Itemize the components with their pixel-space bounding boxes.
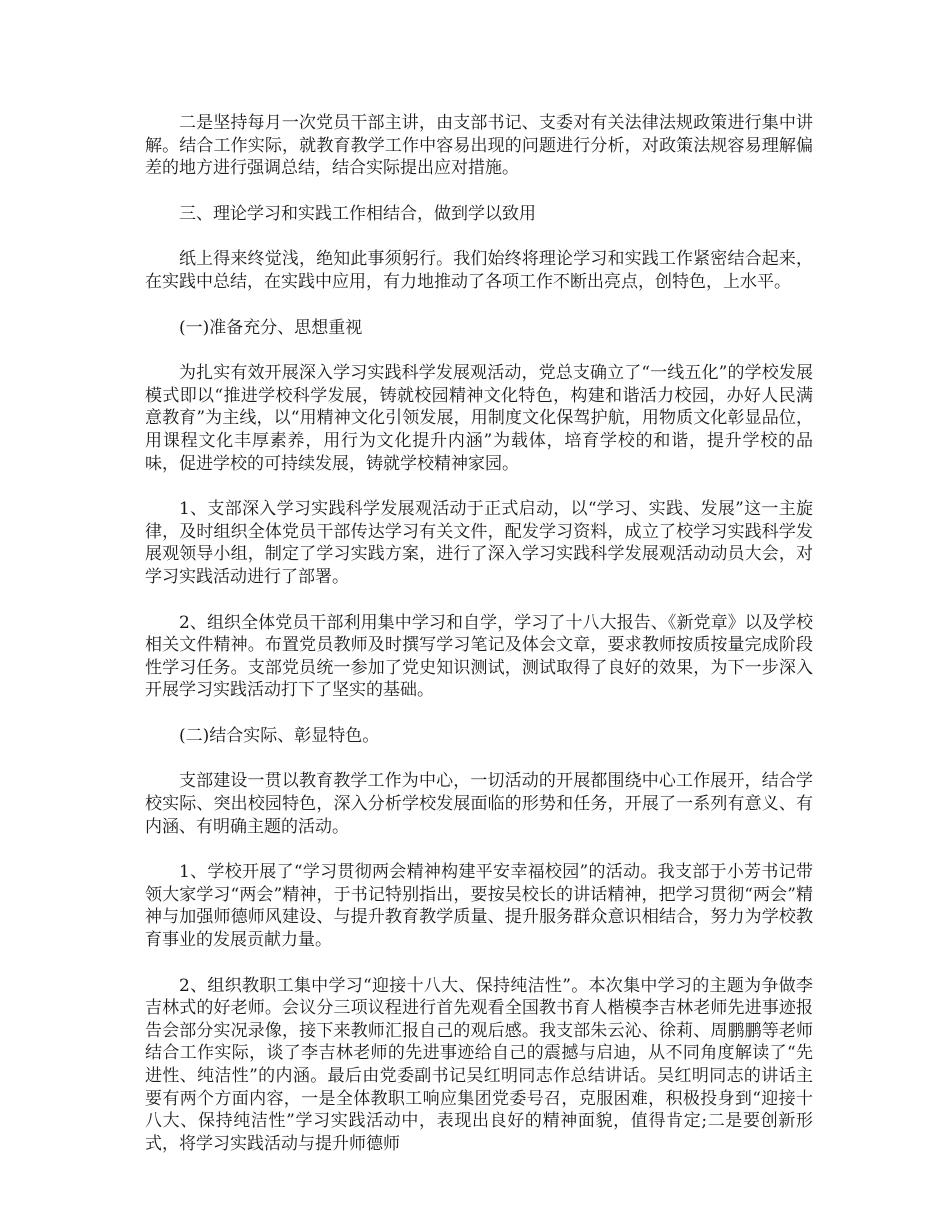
section-heading: 三、理论学习和实践工作相结合，做到学以致用 (179, 203, 536, 224)
paragraph: 1、学校开展了“学习贯彻两会精神构建平安幸福校园”的活动。我支部于小芳书记带领大家学习“两会”精神，于书记特别指出，要按吴校长的讲话精神，把学习贯彻“两会”精神与加强师德师风建设、与提升教育教学质量、提升服务群众意识相结合，努力为学校教育事业的发展贡献力量。 (145, 862, 813, 951)
paragraph: 1、支部深入学习实践科学发展观活动于正式启动，以“学习、实践、发展”这一主旋律，及时组织全体党员干部传达学习有关文件，配发学习资料，成立了校学习实践科学发展观领导小组，制定了学习实践方案，进行了深入学习实践科学发展观活动动员大会，对学习实践活动进行了部署。 (145, 499, 813, 587)
paragraph: 2、组织教职工集中学习“迎接十八大、保持纯洁性”。本次集中学习的主题为争做李吉林式的好老师。会议分三项议程进行首先观看全国教书育人楷模李吉林老师先进事迹报告会部分实况录像，接下来教师汇报自己的观后感。我支部朱云沁、徐莉、周鹏鹏等老师结合工作实际，谈了李吉林老师的先进事迹给自己的震撼与启迪，从不同角度解读了“先进性、纯洁性”的内涵。最后由党委副书记吴红明同志作总结讲话。吴红明同志的讲话主要有两个方面内容，一是全体教职工响应集团党委号召，克服困难，积极投身到“迎接十八大、保持纯洁性”学习实践活动中，表现出良好的精神面貌，值得肯定;二是要创新形式，将学习实践活动与提升师德师 (145, 975, 813, 1154)
paragraph: 二是坚持每月一次党员干部主讲，由支部书记、支委对有关法律法规政策进行集中讲解。结合工作实际，就教育教学工作中容易出现的问题进行分析，对政策法规容易理解偏差的地方进行强调总结，结合实际提出应对措施。 (145, 113, 813, 179)
subsection-heading: (一)准备充分、思想重视 (179, 317, 363, 338)
document-body (145, 112, 813, 1178)
paragraph: 为扎实有效开展深入学习实践科学发展观活动，党总支确立了“一线五化”的学校发展模式即以“推进学校科学发展，铸就校园精神文化特色，构建和谐活力校园，办好人民满意教育”为主线，以“用精神文化引领发展，用制度文化保驾护航，用物质文化彰显品位，用课程文化丰厚素养，用行为文化提升内涵”为载体，培育学校的和谐，提升学校的品味，促进学校的可持续发展，铸就学校精神家园。 (145, 363, 813, 474)
paragraph: 纸上得来终觉浅，绝知此事须躬行。我们始终将理论学习和实践工作紧密结合起来，在实践中总结，在实践中应用，有力地推动了各项工作不断出亮点，创特色，上水平。 (145, 249, 813, 292)
paragraph: 2、组织全体党员干部利用集中学习和自学，学习了十八大报告、《新党章》以及学校相关文件精神。布置党员教师及时撰写学习笔记及体会文章，要求教师按质按量完成阶段性学习任务。支部党员统一参加了党史知识测试，测试取得了良好的效果，为下一步深入开展学习实践活动打下了坚实的基础。 (145, 612, 813, 701)
paragraph: 支部建设一贯以教育教学工作为中心，一切活动的开展都围绕中心工作展开，结合学校实际、突出校园特色，深入分析学校发展面临的形势和任务，开展了一系列有意义、有内涵、有明确主题的活动。 (145, 771, 813, 837)
subsection-heading: (二)结合实际、彰显特色。 (179, 725, 380, 746)
